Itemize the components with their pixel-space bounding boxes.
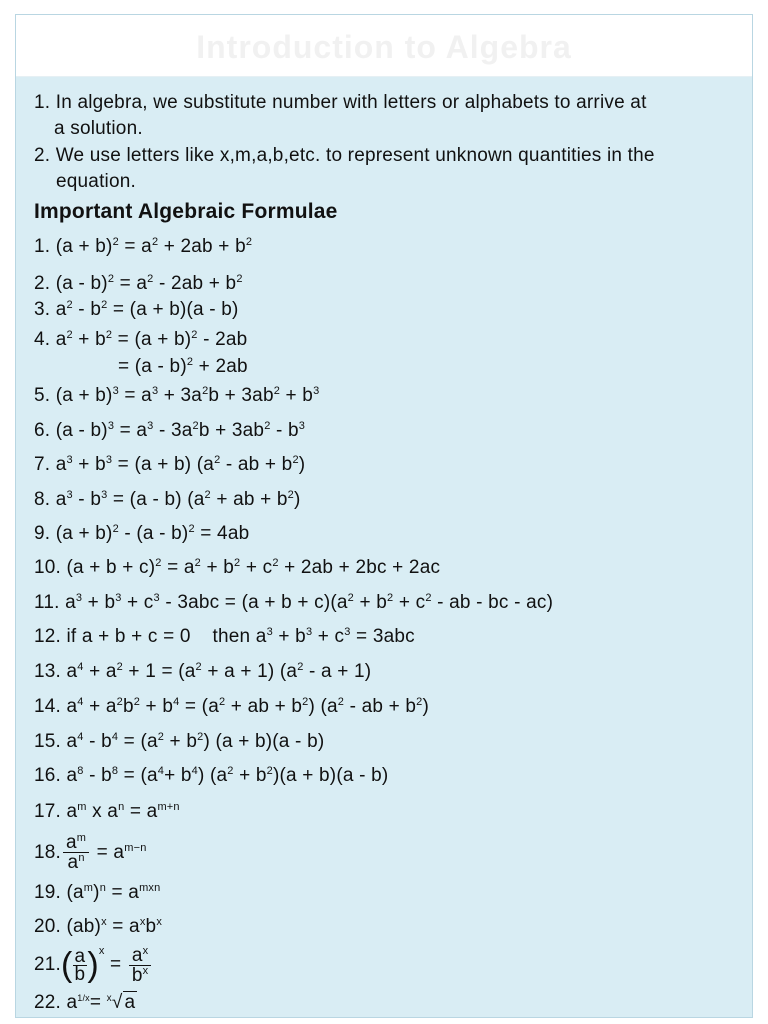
exponent: 3 xyxy=(266,626,273,638)
term: = a xyxy=(118,236,152,257)
term: 7. a xyxy=(34,454,67,475)
formula-11 xyxy=(34,591,553,615)
term: - 2ab xyxy=(197,329,248,350)
term: = a xyxy=(91,842,125,863)
term: - 3abc = (a + b + c)(a xyxy=(159,592,348,613)
term: + 2ab xyxy=(193,356,248,377)
term: 2. (a - b) xyxy=(34,273,108,294)
exponent: 2 xyxy=(204,489,211,501)
intro-text: 1. In algebra, we substitute number with letters or alphabets to arrive at xyxy=(34,92,647,113)
term: b + 3ab xyxy=(198,420,265,441)
term: ) (a xyxy=(197,765,228,786)
exponent: 2 xyxy=(347,592,354,604)
term: 8. a xyxy=(34,489,67,510)
exponent: 2 xyxy=(197,731,204,743)
exponent: 4 xyxy=(111,731,119,743)
term: 21. xyxy=(34,954,62,976)
exponent: 2 xyxy=(218,696,226,708)
exponent: 2 xyxy=(66,299,73,311)
term: ) xyxy=(298,454,306,475)
term: - b xyxy=(72,489,102,510)
term: 9. (a + b) xyxy=(34,523,113,544)
exponent: 2 xyxy=(101,299,108,311)
term: + ab + b xyxy=(210,489,288,510)
term: a xyxy=(66,832,77,854)
term: - ab - bc - ac) xyxy=(431,592,554,613)
term: 19. (a xyxy=(34,882,84,903)
exponent: 4 xyxy=(191,765,198,777)
term: = xyxy=(104,954,127,976)
radical-index: x xyxy=(106,993,112,1004)
term: )(a + b)(a - b) xyxy=(272,765,389,786)
formula-3 xyxy=(34,298,239,322)
term: + b xyxy=(272,626,306,647)
term: - ab + b xyxy=(220,454,293,475)
exponent: x xyxy=(142,964,149,977)
formula-2 xyxy=(34,272,243,296)
term: 15. a xyxy=(34,731,78,752)
term: ) xyxy=(422,696,429,717)
term: - b xyxy=(270,420,299,441)
exponent: 2 xyxy=(194,557,201,569)
term: = 4ab xyxy=(194,523,250,544)
exponent: 2 xyxy=(147,273,154,285)
exponent: 8 xyxy=(77,765,84,777)
exponent: 4 xyxy=(77,696,84,708)
exponent: m+n xyxy=(157,801,180,813)
exponent: 2 xyxy=(202,385,209,397)
exponent: 3 xyxy=(115,592,122,604)
term: = a xyxy=(106,882,140,903)
term: = a xyxy=(114,273,148,294)
exponent: mxn xyxy=(139,882,161,894)
term: + a + 1) (a xyxy=(201,661,298,682)
exponent: 2 xyxy=(112,523,119,535)
term: + b xyxy=(164,765,192,786)
exponent: 3 xyxy=(147,420,154,432)
term: ) xyxy=(294,489,301,510)
term: 20. (ab) xyxy=(34,916,102,937)
term: + b xyxy=(164,731,198,752)
exponent: 2 xyxy=(264,420,271,432)
term: + c xyxy=(121,592,154,613)
exponent: n xyxy=(78,852,85,865)
exponent: 2 xyxy=(133,696,141,708)
close-paren: ) xyxy=(87,946,99,984)
formula-12 xyxy=(34,625,415,649)
exponent: 2 xyxy=(297,661,304,673)
exponent: 2 xyxy=(245,236,253,248)
exponent: m−n xyxy=(124,842,147,854)
term: x a xyxy=(86,801,119,822)
exponent: 2 xyxy=(266,765,273,777)
term: - b xyxy=(72,299,102,320)
term: + a xyxy=(83,661,117,682)
exponent: n xyxy=(99,882,107,894)
exponent: 3 xyxy=(153,592,160,604)
formula-16 xyxy=(34,764,388,788)
formula-21 xyxy=(34,943,153,987)
intro-text: 2. We use letters like x,m,a,b,etc. to represent unknown quantities in the xyxy=(34,145,655,166)
exponent: 1/x xyxy=(77,993,90,1003)
exponent: 2 xyxy=(273,385,281,397)
exponent: 3 xyxy=(66,454,73,466)
term: 6. (a - b) xyxy=(34,420,108,441)
term: - (a - b) xyxy=(118,523,189,544)
term: - b xyxy=(83,731,112,752)
denominator xyxy=(129,966,151,985)
term: + 2ab + b xyxy=(158,236,246,257)
term: = (a - b) xyxy=(118,356,187,377)
denominator xyxy=(63,853,89,872)
term: 16. a xyxy=(34,765,78,786)
exponent: 2 xyxy=(107,273,115,285)
term: 5. (a + b) xyxy=(34,385,113,406)
term: + b xyxy=(72,454,106,475)
exponent: 2 xyxy=(337,696,345,708)
term: 1. (a + b) xyxy=(34,236,113,257)
term: - 3a xyxy=(153,420,193,441)
exponent: 2 xyxy=(116,696,123,708)
numerator xyxy=(63,833,89,853)
term: + 2ab + 2bc + 2ac xyxy=(278,557,441,578)
intro-point-1-cont xyxy=(54,117,143,141)
exponent: 2 xyxy=(188,523,195,535)
term: + b xyxy=(233,765,267,786)
formula-1 xyxy=(34,235,252,259)
exponent: 4 xyxy=(157,765,165,777)
exponent: 2 xyxy=(116,661,123,673)
formula-4 xyxy=(34,328,247,352)
exponent: 2 xyxy=(287,489,294,501)
exponent: 2 xyxy=(416,696,423,708)
term: + c xyxy=(393,592,426,613)
exponent: 3 xyxy=(107,420,115,432)
term: = (a + b)(a - b) xyxy=(107,299,239,320)
exponent: x xyxy=(101,916,107,928)
exponent: 2 xyxy=(292,454,299,466)
term: 22. a xyxy=(34,992,78,1013)
exponent: n xyxy=(118,801,125,813)
term: 11. a xyxy=(34,592,76,613)
fraction xyxy=(129,946,151,985)
term: - a + 1) xyxy=(303,661,372,682)
exponent: 2 xyxy=(66,329,73,341)
term: = (a + b) (a xyxy=(112,454,215,475)
term: a xyxy=(131,944,143,966)
exponent: 2 xyxy=(234,557,241,569)
term: + b xyxy=(72,329,106,350)
term: + 3a xyxy=(158,385,203,406)
fraction xyxy=(63,833,89,872)
exponent: 2 xyxy=(195,661,202,673)
term: 18. xyxy=(34,842,62,863)
exponent: 3 xyxy=(75,592,83,604)
term: 13. a xyxy=(34,661,78,682)
formula-15 xyxy=(34,730,324,754)
term: b + 3ab xyxy=(208,385,274,406)
term: + b xyxy=(200,557,235,578)
banner-title: Introduction to Algebra xyxy=(196,29,572,65)
term: ) xyxy=(93,882,100,903)
exponent: 2 xyxy=(425,592,432,604)
formula-19 xyxy=(34,881,160,905)
exponent: 4 xyxy=(77,731,84,743)
exponent: 3 xyxy=(112,385,119,397)
term: a xyxy=(67,852,79,874)
exponent: 4 xyxy=(173,696,180,708)
term: 17. a xyxy=(34,801,78,822)
term: + ab + b xyxy=(225,696,303,717)
exponent: 3 xyxy=(101,489,108,501)
radical-sign: √ xyxy=(111,992,123,1013)
exponent: m xyxy=(77,801,87,813)
formula-9 xyxy=(34,522,249,546)
exponent: 2 xyxy=(105,329,113,341)
term: + b xyxy=(354,592,388,613)
exponent: 3 xyxy=(305,626,313,638)
exponent: 2 xyxy=(157,731,165,743)
exponent: x xyxy=(156,916,163,928)
exponent: 2 xyxy=(155,557,162,569)
exponent: 2 xyxy=(214,454,221,466)
radicand: a xyxy=(124,992,136,1013)
numerator xyxy=(129,946,151,966)
term: - ab + b xyxy=(344,696,417,717)
formula-18 xyxy=(34,833,147,873)
term: = a xyxy=(106,916,140,937)
exponent: 3 xyxy=(298,420,306,432)
exponent: 2 xyxy=(192,420,199,432)
exponent: 2 xyxy=(112,236,119,248)
term: = a xyxy=(161,557,195,578)
exponent: x xyxy=(139,916,146,928)
term: + c xyxy=(240,557,273,578)
term: = a xyxy=(124,801,158,822)
term: + 1 = (a xyxy=(122,661,196,682)
intro-point-1 xyxy=(34,91,647,115)
term: ) (a + b)(a - b) xyxy=(203,731,325,752)
term: = (a xyxy=(179,696,219,717)
exponent: 2 xyxy=(227,765,234,777)
exponent: 3 xyxy=(344,626,351,638)
exponent: x xyxy=(98,945,105,958)
exponent: 3 xyxy=(66,489,73,501)
term: = (a xyxy=(118,731,158,752)
exponent: 3 xyxy=(105,454,113,466)
formula-7 xyxy=(34,453,305,477)
term: = (a xyxy=(118,765,158,786)
exponent: 8 xyxy=(111,765,119,777)
exponent: 3 xyxy=(151,385,159,397)
open-paren: ( xyxy=(61,946,73,984)
exponent: x xyxy=(142,944,149,957)
exponent: m xyxy=(76,832,87,845)
formula-6 xyxy=(34,419,305,443)
formula-20 xyxy=(34,915,162,939)
formula-14 xyxy=(34,695,429,719)
formula-sheet xyxy=(15,14,753,1018)
intro-text: equation. xyxy=(56,171,136,192)
exponent: 2 xyxy=(191,329,198,341)
term: b xyxy=(131,964,143,986)
exponent: 2 xyxy=(186,356,194,368)
term: b xyxy=(122,696,134,717)
exponent: 2 xyxy=(236,273,243,285)
term: + b xyxy=(140,696,174,717)
term: ) (a xyxy=(308,696,338,717)
term: b xyxy=(145,916,157,937)
numerator: a xyxy=(74,945,86,967)
formula-17 xyxy=(34,800,180,824)
exponent: 3 xyxy=(313,385,320,397)
term: = 3abc xyxy=(350,626,415,647)
term: - 2ab + b xyxy=(153,273,237,294)
term: = a xyxy=(118,385,152,406)
intro-point-2-cont xyxy=(56,170,136,194)
formula-5 xyxy=(34,384,319,408)
exponent: 2 xyxy=(272,557,279,569)
term: = (a + b) xyxy=(112,329,192,350)
banner xyxy=(16,15,752,77)
formula-4-alt xyxy=(118,355,248,379)
term: + a xyxy=(83,696,117,717)
intro-text: a solution. xyxy=(54,118,143,139)
exponent: m xyxy=(83,882,94,894)
term: 4. a xyxy=(34,329,67,350)
term: 12. if a + b + c = 0 then a xyxy=(34,626,267,647)
term: + b xyxy=(82,592,116,613)
denominator: b xyxy=(74,963,86,985)
term: + c xyxy=(312,626,345,647)
formula-10 xyxy=(34,556,440,580)
exponent: 2 xyxy=(151,236,159,248)
term: 3. a xyxy=(34,299,67,320)
intro-point-2 xyxy=(34,144,655,168)
exponent: 4 xyxy=(77,661,84,673)
exponent: 2 xyxy=(302,696,309,708)
fraction xyxy=(73,945,88,985)
formula-13 xyxy=(34,660,371,684)
term: 14. a xyxy=(34,696,78,717)
term: - b xyxy=(83,765,112,786)
formula-22 xyxy=(34,991,137,1015)
exponent: 2 xyxy=(387,592,394,604)
formula-8 xyxy=(34,488,301,512)
term: 10. (a + b + c) xyxy=(34,557,156,578)
term: + b xyxy=(280,385,314,406)
term: = (a - b) (a xyxy=(107,489,205,510)
section-heading: Important Algebraic Formulae xyxy=(34,200,338,223)
term: = xyxy=(89,992,107,1013)
term: = a xyxy=(114,420,148,441)
